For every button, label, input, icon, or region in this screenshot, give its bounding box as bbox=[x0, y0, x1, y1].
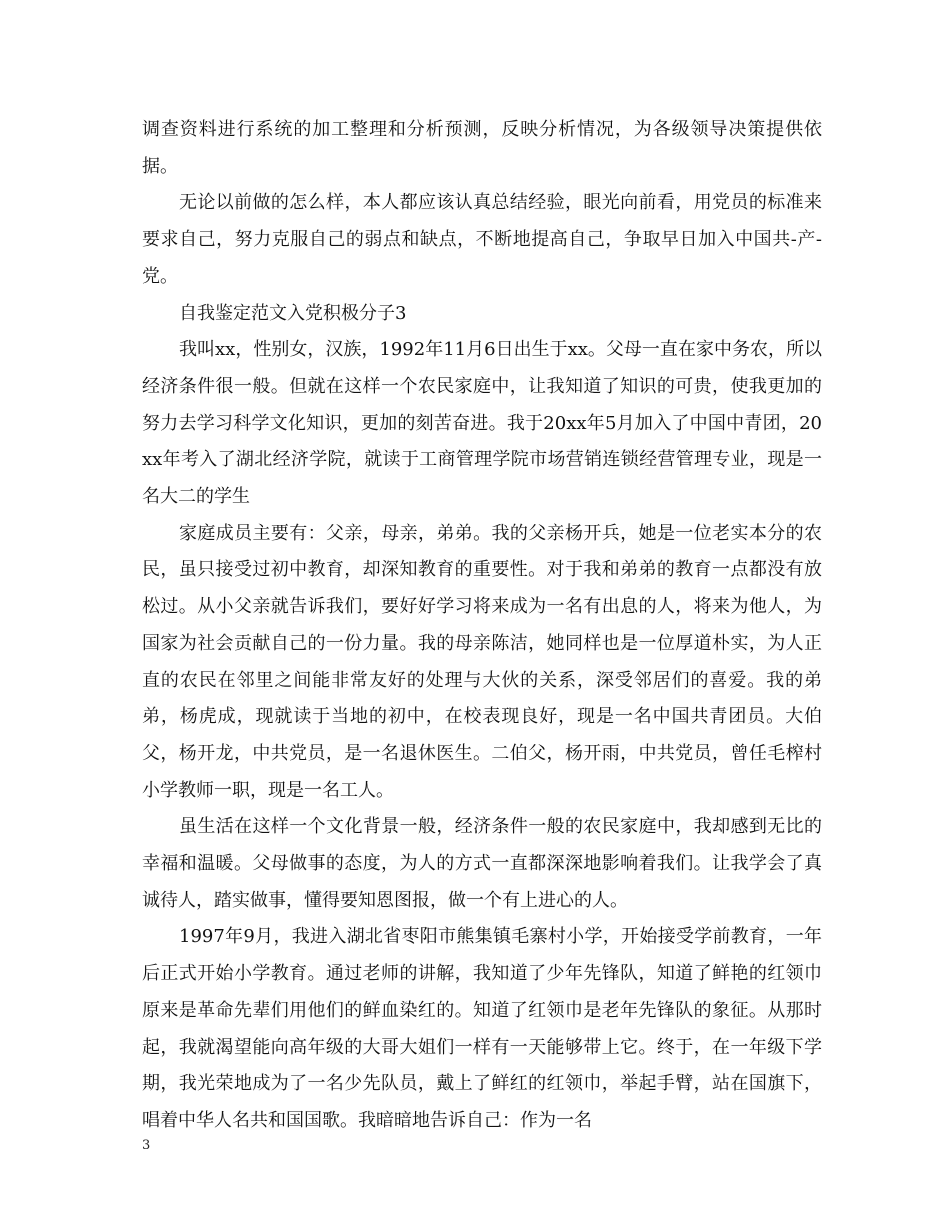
section-heading: 自我鉴定范文入党积极分子3 bbox=[179, 302, 407, 324]
page-number: 3 bbox=[142, 1138, 151, 1153]
paragraph-2: 无论以前做的怎么样，本人都应该认真总结经验，眼光向前看，用党员的标准来要求自己，努力克服自己的弱点和缺点，不断地提高自己，争取早日加入中国共-产-党。 bbox=[142, 192, 822, 287]
paragraph-1: 调查资料进行系统的加工整理和分析预测，反映分析情况，为各级领导决策提供依据。 bbox=[142, 119, 822, 177]
document-body bbox=[142, 112, 822, 1140]
paragraph-6: 1997年9月，我进入湖北省枣阳市熊集镇毛寨村小学，开始接受学前教育，一年后正式开始小学教育。通过老师的讲解，我知道了少年先锋队，知道了鲜艳的红领巾原来是革命先辈们用他们的鲜血染红的。知道了红领巾是老年先锋队的象征。从那时起，我就渴望能向高年级的大哥大姐们一样有一天能够带上它。终于，在一年级下学期，我光荣地成为了一名少先队员，戴上了鲜红的红领巾，举起手臂，站在国旗下，唱着中华人名共和国国歌。我暗暗地告诉自己：作为一名 bbox=[142, 926, 822, 1131]
paragraph-5: 虽生活在这样一个文化背景一般，经济条件一般的农民家庭中，我却感到无比的幸福和温暖。父母做事的态度，为人的方式一直都深深地影响着我们。让我学会了真诚待人，踏实做事，懂得要知恩图报，做一个有上进心的人。 bbox=[142, 816, 822, 911]
paragraph-4: 家庭成员主要有：父亲，母亲，弟弟。我的父亲杨开兵，她是一位老实本分的农民，虽只接受过初中教育，却深知教育的重要性。对于我和弟弟的教育一点都没有放松过。从小父亲就告诉我们，要好好学习将来成为一名有出息的人，将来为他人，为国家为社会贡献自己的一份力量。我的母亲陈洁，她同样也是一位厚道朴实，为人正直的农民在邻里之间能非常友好的处理与大伙的关系，深受邻居们的喜爱。我的弟弟，杨虎成，现就读于当地的初中，在校表现良好，现是一名中国共青团员。大伯父，杨开龙，中共党员，是一名退休医生。二伯父，杨开雨，中共党员，曾任毛榨村小学教师一职，现是一名工人。 bbox=[142, 522, 822, 801]
paragraph-3: 我叫xx，性别女，汉族，1992年11月6日出生于xx。父母一直在家中务农，所以经济条件很一般。但就在这样一个农民家庭中，让我知道了知识的可贵，使我更加的努力去学习科学文化知识，更加的刻苦奋进。我于20xx年5月加入了中国中青团，20xx年考入了湖北经济学院，就读于工商管理学院市场营销连锁经营管理专业，现是一名大二的学生 bbox=[142, 339, 822, 508]
